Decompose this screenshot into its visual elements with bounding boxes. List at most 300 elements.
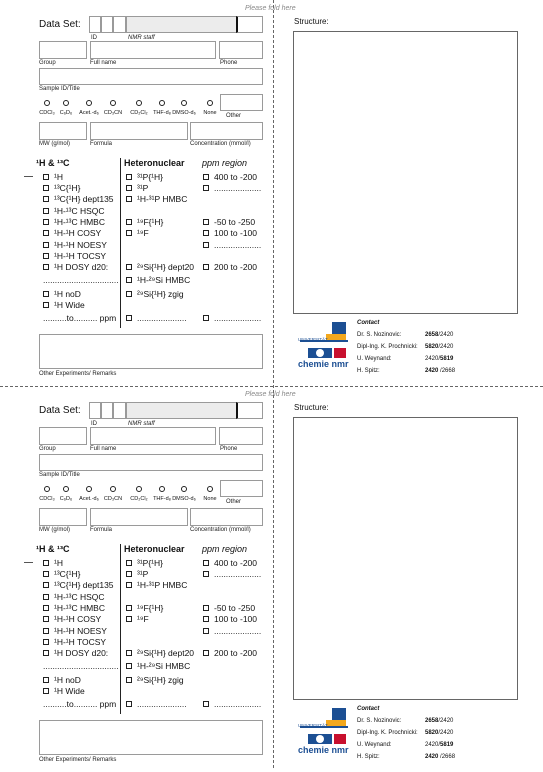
ext-bold: 5819 [440, 356, 454, 362]
contact-title: Contact [357, 320, 380, 326]
checkbox[interactable] [203, 219, 209, 225]
ppm-region-3[interactable] [203, 614, 257, 624]
ext-rest: /2420 [438, 344, 454, 350]
solvent-label-0: CDCl₃ [39, 110, 55, 116]
exp-noD[interactable] [43, 675, 81, 685]
ppm-region-5-label: 200 to -200 [214, 648, 258, 658]
checkbox[interactable] [203, 571, 209, 577]
column-divider [120, 544, 121, 714]
exp-hetero-1[interactable] [126, 183, 148, 193]
id-cell-2[interactable] [101, 402, 113, 419]
ppm-region-4-label: .................... [214, 626, 262, 636]
checkbox[interactable] [43, 571, 49, 577]
exp-hetero-0-label: ³¹P{¹H} [137, 558, 163, 568]
formula-label: Formula [90, 141, 113, 147]
exp-1h13c-3[interactable] [43, 206, 105, 216]
solvent-label-1: C₆D₆ [59, 110, 73, 116]
group-label: Group [39, 60, 56, 66]
exp-1h13c-4[interactable] [43, 603, 105, 613]
exp-dosy[interactable] [43, 262, 108, 272]
exp-hetero-0-label: ³¹P{¹H} [137, 172, 163, 182]
solvent-radio-6[interactable] [181, 100, 187, 106]
university-text: UNIVERSITÄT [298, 723, 328, 728]
checkbox[interactable] [203, 230, 209, 236]
contact-ext-3 [425, 754, 455, 761]
ppm-range-text-label: ..........to.......... ppm [43, 313, 117, 323]
checkbox[interactable] [126, 174, 132, 180]
ppm-region-6[interactable] [203, 699, 261, 709]
sample-id-label: Sample ID/Title [39, 86, 80, 92]
checkbox[interactable] [203, 605, 209, 611]
id-cell-2[interactable] [101, 16, 113, 33]
col3-header: ppm region [202, 544, 248, 554]
solvent-radio-1[interactable] [63, 100, 69, 106]
exp-1h13c-2[interactable] [43, 580, 114, 590]
checkbox[interactable] [203, 174, 209, 180]
checkbox[interactable] [43, 628, 49, 634]
exp-noD[interactable] [43, 289, 81, 299]
checkbox[interactable] [126, 677, 132, 683]
remarks-field[interactable] [39, 720, 263, 755]
exp-1h13c-6[interactable] [43, 240, 107, 250]
checkbox[interactable] [43, 242, 49, 248]
contact-name-2: U. Weynand: [357, 356, 392, 362]
structure-label: Structure: [294, 17, 329, 26]
ppm-region-1-label: .................... [214, 569, 262, 579]
ppm-region-6-label: .................... [214, 313, 262, 323]
ext-rest: /2420 [438, 730, 454, 736]
remarks-label: Other Experiments/ Remarks [39, 371, 117, 377]
checkbox[interactable] [126, 315, 132, 321]
checkbox[interactable] [203, 650, 209, 656]
concentration-field[interactable] [190, 122, 263, 140]
ppm-region-0-label: 400 to -200 [214, 172, 258, 182]
ppm-region-4[interactable] [203, 626, 261, 636]
group-field[interactable] [39, 427, 87, 445]
contact-title: Contact [357, 706, 380, 712]
ext-bold: 5819 [440, 742, 454, 748]
exp-1h13c-2[interactable] [43, 194, 114, 204]
exp-1h13c-1-label: ¹³C{¹H} [54, 183, 81, 193]
contact-name-1: Dipl-Ing. K. Prochnicki: [357, 730, 418, 736]
exp-1h13c-4-label: ¹H-¹³C HMBC [54, 217, 105, 227]
exp-hetero-0[interactable] [126, 558, 163, 568]
group-label: Group [39, 446, 56, 452]
id-label: ID [91, 35, 97, 41]
fold-label-top: Please fold here [245, 5, 296, 12]
ppm-region-1[interactable] [203, 569, 261, 579]
ppm-region-6[interactable] [203, 313, 261, 323]
ext-rest: /2420 [438, 332, 454, 338]
structure-box[interactable] [293, 31, 518, 314]
contact-name-1: Dipl-Ing. K. Prochnicki: [357, 344, 418, 350]
nmr-staff-label: NMR staff [128, 421, 155, 427]
checkbox[interactable] [43, 677, 49, 683]
exp-hetero-1-label: ³¹P [137, 183, 149, 193]
exp-hetero-4-label: ¹⁹F [137, 228, 149, 238]
exp-hetero-8[interactable] [126, 699, 187, 709]
exp-1h13c-5-label: ¹H-¹H COSY [54, 228, 102, 238]
exp-hetero-5-label: ²⁹Si{¹H} dept20 [137, 648, 195, 658]
checkbox[interactable] [43, 582, 49, 588]
checkbox[interactable] [43, 650, 49, 656]
exp-1h13c-0[interactable] [43, 558, 63, 568]
solvent-radio-5[interactable] [159, 100, 165, 106]
exp-1h13c-1[interactable] [43, 569, 80, 579]
checkbox[interactable] [43, 219, 49, 225]
exp-hetero-3[interactable] [126, 603, 163, 613]
exp-1h13c-0-label: ¹H [54, 558, 63, 568]
checkbox[interactable] [126, 701, 132, 707]
contact-ext-1 [425, 730, 453, 737]
solvent-radio-3[interactable] [110, 486, 116, 492]
ext-bold: 2420 [425, 754, 439, 760]
solvent-label-7: None [203, 110, 217, 116]
col3-header: ppm region [202, 158, 248, 168]
exp-1h13c-4-label: ¹H-¹³C HMBC [54, 603, 105, 613]
col2-header: Heteronuclear [124, 158, 185, 168]
ppm-region-3-label: 100 to -100 [214, 614, 258, 624]
contact-ext-0 [425, 718, 453, 725]
solvent-label-2: Acet.-d₆ [79, 496, 99, 502]
solvent-radio-1[interactable] [63, 486, 69, 492]
nmr-staff-field[interactable] [126, 16, 237, 33]
checkbox[interactable] [126, 291, 132, 297]
ppm-region-6-label: .................... [214, 699, 262, 709]
exp-hetero-8[interactable] [126, 313, 187, 323]
contact-name-2: U. Weynand: [357, 742, 392, 748]
checkbox[interactable] [203, 560, 209, 566]
other-label: Other [226, 499, 242, 505]
checkbox[interactable] [43, 688, 49, 694]
ppm-region-5-label: 200 to -200 [214, 262, 258, 272]
checkbox[interactable] [203, 185, 209, 191]
data-set-label: Data Set: [39, 405, 81, 416]
ppm-region-2-label: -50 to -250 [214, 217, 256, 227]
solvent-label-3: CD₃CN [103, 110, 123, 116]
mw-field[interactable] [39, 508, 87, 526]
checkbox[interactable] [203, 628, 209, 634]
ext-bold: 5820 [425, 344, 439, 350]
other-solvent-field[interactable] [220, 94, 263, 111]
ext-pre: 2420/ [425, 742, 441, 748]
group-field[interactable] [39, 41, 87, 59]
exp-hetero-5[interactable] [126, 262, 194, 272]
solvent-radio-3[interactable] [110, 100, 116, 106]
exp-hetero-1[interactable] [126, 569, 148, 579]
contact-name-0: Dr. S. Nozinovic: [357, 332, 402, 338]
ppm-region-4-label: .................... [214, 240, 262, 250]
checkbox[interactable] [43, 196, 49, 202]
exp-1h13c-7-label: ¹H-¹H TOCSY [54, 637, 107, 647]
exp-hetero-4-label: ¹⁹F [137, 614, 149, 624]
formula-label: Formula [90, 527, 113, 533]
exp-hetero-0[interactable] [126, 172, 163, 182]
checkbox[interactable] [126, 560, 132, 566]
ext-rest: /2420 [438, 718, 454, 724]
exp-hetero-6-label: ¹H-²⁹Si HMBC [137, 661, 191, 671]
checkbox[interactable] [126, 196, 132, 202]
solvent-radio-4[interactable] [136, 100, 142, 106]
checkbox[interactable] [126, 663, 132, 669]
ppm-region-5[interactable] [203, 648, 257, 658]
solvent-label-1: C₆D₆ [59, 496, 73, 502]
exp-hetero-4[interactable] [126, 228, 149, 238]
contact-name-3: H. Spitz: [357, 754, 380, 760]
ppm-range-text [43, 699, 116, 709]
exp-1h13c-2-label: ¹³C{¹H} dept135 [54, 580, 114, 590]
structure-label: Structure: [294, 403, 329, 412]
contact-ext-0 [425, 332, 453, 339]
exp-dosy-label: ¹H DOSY d20: [54, 262, 109, 272]
solvent-label-0: CDCl₃ [39, 496, 55, 502]
ppm-region-2[interactable] [203, 603, 255, 613]
checkbox[interactable] [43, 264, 49, 270]
exp-hetero-5[interactable] [126, 648, 194, 658]
checkbox[interactable] [43, 594, 49, 600]
ext-bold: 2420 [425, 368, 439, 374]
ext-bold: 2658 [425, 332, 439, 338]
margin-mark [24, 562, 33, 563]
logo-text: chemie nmr [298, 359, 349, 369]
exp-1h13c-5[interactable] [43, 614, 101, 624]
solvent-radio-7[interactable] [207, 486, 213, 492]
exp-dosy[interactable] [43, 648, 108, 658]
checkbox[interactable] [203, 264, 209, 270]
solvent-label-6: DMSO-d₆ [172, 496, 196, 502]
id-label: ID [91, 421, 97, 427]
checkbox[interactable] [43, 560, 49, 566]
ppm-region-1-label: .................... [214, 183, 262, 193]
exp-hetero-8-label: ..................... [137, 313, 187, 323]
solvent-label-2: Acet.-d₆ [79, 110, 99, 116]
ppm-region-0[interactable] [203, 172, 257, 182]
id-cell-4[interactable] [236, 402, 263, 419]
checkbox[interactable] [126, 277, 132, 283]
id-cell-3[interactable] [113, 16, 126, 33]
other-solvent-field[interactable] [220, 480, 263, 497]
exp-wide[interactable] [43, 300, 85, 310]
solvent-radio-4[interactable] [136, 486, 142, 492]
exp-hetero-3-label: ¹⁹F{¹H} [137, 603, 164, 613]
ppm-region-0-label: 400 to -200 [214, 558, 258, 568]
dosy-dots [43, 275, 119, 285]
solvent-radio-2[interactable] [86, 486, 92, 492]
col1-header: ¹H & ¹³C [36, 158, 70, 168]
remarks-field[interactable] [39, 334, 263, 369]
checkbox[interactable] [43, 253, 49, 259]
checkbox[interactable] [126, 605, 132, 611]
phone-label: Phone [220, 446, 238, 452]
remarks-label: Other Experiments/ Remarks [39, 757, 117, 763]
checkbox[interactable] [43, 291, 49, 297]
checkbox[interactable] [43, 616, 49, 622]
concentration-field[interactable] [190, 508, 263, 526]
structure-box[interactable] [293, 417, 518, 700]
ext-bold: 5820 [425, 730, 439, 736]
exp-hetero-7[interactable] [126, 289, 184, 299]
concentration-label: Concentration (mmol/l) [190, 527, 251, 533]
checkbox[interactable] [43, 174, 49, 180]
solvent-radio-0[interactable] [44, 486, 50, 492]
sample-id-label: Sample ID/Title [39, 472, 80, 478]
dosy-dots-label: ................................ [43, 275, 119, 285]
checkbox[interactable] [203, 242, 209, 248]
fullname-label: Full name [90, 60, 117, 66]
other-label: Other [226, 113, 242, 119]
mw-field[interactable] [39, 122, 87, 140]
exp-hetero-5-label: ²⁹Si{¹H} dept20 [137, 262, 195, 272]
checkbox[interactable] [43, 208, 49, 214]
exp-hetero-6[interactable] [126, 661, 190, 671]
exp-wide-label: ¹H Wide [54, 300, 85, 310]
concentration-label: Concentration (mmol/l) [190, 141, 251, 147]
ext-rest: /2668 [438, 754, 456, 760]
exp-1h13c-0-label: ¹H [54, 172, 63, 182]
solvent-label-5: THF-d₈ [153, 496, 171, 502]
exp-hetero-4[interactable] [126, 614, 149, 624]
fullname-field[interactable] [90, 427, 216, 445]
exp-hetero-2[interactable] [126, 194, 187, 204]
nmr-staff-field[interactable] [126, 402, 237, 419]
exp-hetero-7-label: ²⁹Si{¹H} zgig [137, 675, 184, 685]
exp-hetero-2[interactable] [126, 580, 187, 590]
contact-ext-2 [425, 356, 453, 363]
exp-1h13c-5[interactable] [43, 228, 101, 238]
nmr-staff-label: NMR staff [128, 35, 155, 41]
solvent-radio-6[interactable] [181, 486, 187, 492]
ppm-region-5[interactable] [203, 262, 257, 272]
form-copy-2 [0, 386, 543, 772]
checkbox[interactable] [203, 616, 209, 622]
ppm-region-3[interactable] [203, 228, 257, 238]
contact-name-0: Dr. S. Nozinovic: [357, 718, 402, 724]
ppm-region-1[interactable] [203, 183, 261, 193]
solvent-radio-0[interactable] [44, 100, 50, 106]
ppm-region-4[interactable] [203, 240, 261, 250]
exp-1h13c-6[interactable] [43, 626, 107, 636]
phone-label: Phone [220, 60, 238, 66]
exp-dosy-label: ¹H DOSY d20: [54, 648, 109, 658]
exp-1h13c-3[interactable] [43, 592, 105, 602]
checkbox[interactable] [126, 616, 132, 622]
contact-ext-1 [425, 344, 453, 351]
exp-hetero-6-label: ¹H-²⁹Si HMBC [137, 275, 191, 285]
checkbox[interactable] [126, 582, 132, 588]
exp-hetero-8-label: ..................... [137, 699, 187, 709]
sample-id-field[interactable] [39, 68, 263, 85]
checkbox[interactable] [203, 315, 209, 321]
exp-1h13c-2-label: ¹³C{¹H} dept135 [54, 194, 114, 204]
exp-hetero-6[interactable] [126, 275, 190, 285]
ext-bold: 2658 [425, 718, 439, 724]
id-cell-1[interactable] [89, 402, 101, 419]
ppm-region-2-label: -50 to -250 [214, 603, 256, 613]
ppm-region-2[interactable] [203, 217, 255, 227]
formula-field[interactable] [90, 122, 188, 140]
solvent-label-4: CD₂Cl₂ [130, 110, 148, 116]
exp-1h13c-6-label: ¹H-¹H NOESY [54, 626, 107, 636]
solvent-label-3: CD₃CN [103, 496, 123, 502]
contact-ext-2 [425, 742, 453, 749]
col1-header: ¹H & ¹³C [36, 544, 70, 554]
checkbox[interactable] [43, 185, 49, 191]
exp-1h13c-5-label: ¹H-¹H COSY [54, 614, 102, 624]
checkbox[interactable] [43, 230, 49, 236]
exp-1h13c-4[interactable] [43, 217, 105, 227]
fold-label-middle: Please fold here [245, 391, 296, 398]
margin-mark [24, 176, 33, 177]
dosy-dots-label: ................................ [43, 661, 119, 671]
solvent-label-4: CD₂Cl₂ [130, 496, 148, 502]
checkbox[interactable] [126, 185, 132, 191]
exp-hetero-3[interactable] [126, 217, 163, 227]
exp-1h13c-7[interactable] [43, 251, 106, 261]
exp-1h13c-0[interactable] [43, 172, 63, 182]
exp-hetero-1-label: ³¹P [137, 569, 149, 579]
exp-hetero-3-label: ¹⁹F{¹H} [137, 217, 164, 227]
checkbox[interactable] [43, 302, 49, 308]
phone-field[interactable] [219, 41, 263, 59]
checkbox[interactable] [126, 219, 132, 225]
exp-wide[interactable] [43, 686, 85, 696]
exp-noD-label: ¹H noD [54, 675, 81, 685]
col2-header: Heteronuclear [124, 544, 185, 554]
ext-rest: /2668 [438, 368, 456, 374]
solvent-radio-2[interactable] [86, 100, 92, 106]
fullname-label: Full name [90, 446, 117, 452]
exp-1h13c-7[interactable] [43, 637, 106, 647]
phone-field[interactable] [219, 427, 263, 445]
exp-hetero-2-label: ¹H-³¹P HMBC [137, 194, 188, 204]
exp-wide-label: ¹H Wide [54, 686, 85, 696]
mw-label: MW (g/mol) [39, 527, 70, 533]
id-cell-4[interactable] [236, 16, 263, 33]
exp-hetero-2-label: ¹H-³¹P HMBC [137, 580, 188, 590]
exp-hetero-7[interactable] [126, 675, 184, 685]
exp-1h13c-3-label: ¹H-¹³C HSQC [54, 206, 105, 216]
checkbox[interactable] [43, 605, 49, 611]
checkbox[interactable] [126, 650, 132, 656]
ppm-range-text [43, 313, 116, 323]
solvent-radio-7[interactable] [207, 100, 213, 106]
contact-name-3: H. Spitz: [357, 368, 380, 374]
exp-1h13c-6-label: ¹H-¹H NOESY [54, 240, 107, 250]
checkbox[interactable] [43, 639, 49, 645]
data-set-label: Data Set: [39, 19, 81, 30]
logo-text: chemie nmr [298, 745, 349, 755]
ppm-region-0[interactable] [203, 558, 257, 568]
fullname-field[interactable] [90, 41, 216, 59]
mw-label: MW (g/mol) [39, 141, 70, 147]
exp-hetero-7-label: ²⁹Si{¹H} zgig [137, 289, 184, 299]
id-cell-1[interactable] [89, 16, 101, 33]
sample-id-field[interactable] [39, 454, 263, 471]
checkbox[interactable] [126, 571, 132, 577]
dosy-dots [43, 661, 119, 671]
id-cell-3[interactable] [113, 402, 126, 419]
formula-field[interactable] [90, 508, 188, 526]
checkbox[interactable] [126, 264, 132, 270]
solvent-radio-5[interactable] [159, 486, 165, 492]
contact-ext-3 [425, 368, 455, 375]
checkbox[interactable] [203, 701, 209, 707]
checkbox[interactable] [126, 230, 132, 236]
column-divider [120, 158, 121, 328]
solvent-label-5: THF-d₈ [153, 110, 171, 116]
ppm-region-3-label: 100 to -100 [214, 228, 258, 238]
exp-1h13c-1[interactable] [43, 183, 80, 193]
